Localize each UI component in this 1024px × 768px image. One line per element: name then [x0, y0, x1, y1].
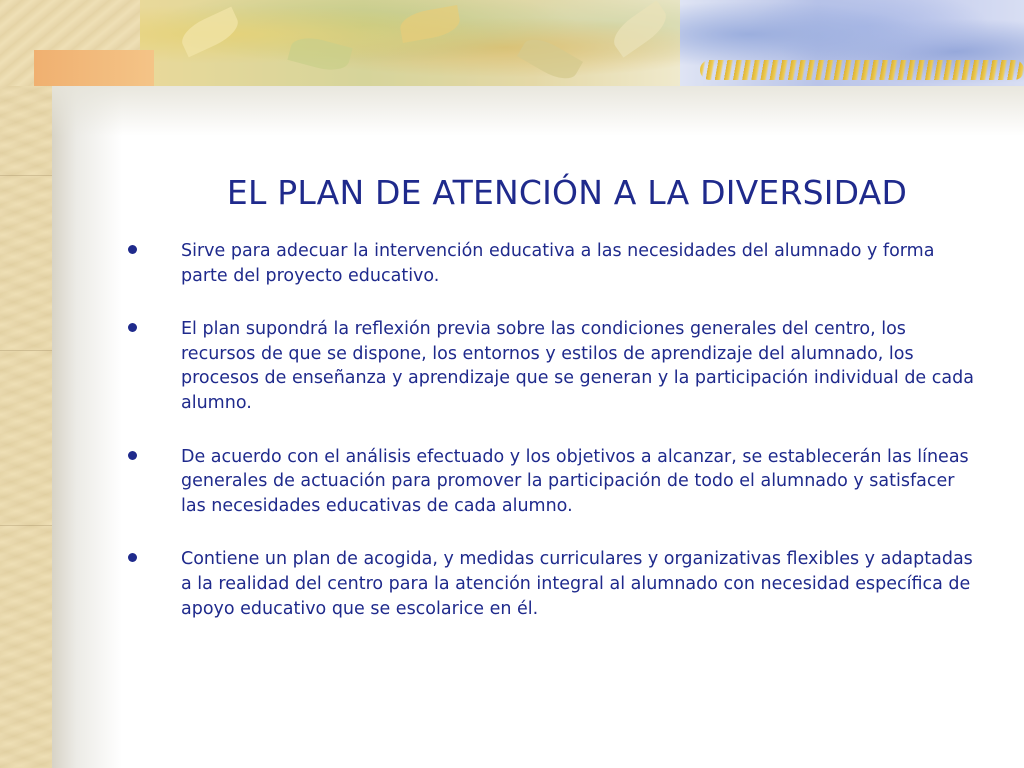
bullet-text: Sirve para adecuar la intervención educativa a las necesidades del alumnado y forma parte del proyecto educativo.	[181, 241, 935, 286]
bullet-dot-icon	[128, 451, 137, 460]
banner-fade	[52, 86, 1024, 136]
leaf-shape	[287, 33, 352, 76]
banner-orange-block	[34, 50, 154, 86]
bullet-text: Contiene un plan de acogida, y medidas curriculares y organizativas flexibles y adaptadas a la realidad del centro para la atención integral al alumnado con necesidad específica de apoyo educativo que se escolarice en él.	[181, 549, 973, 619]
banner-leaves-image	[140, 0, 700, 86]
bullet-text: El plan supondrá la reflexión previa sobre las condiciones generales del centro, los recursos de que se dispone, los entornos y estilos de aprendizaje del alumnado, los procesos de enseñanza y aprendizaje que se generan y la participación individual de cada alumno.	[181, 319, 974, 413]
bullet-list	[124, 239, 984, 650]
bullet-item	[124, 445, 984, 519]
left-parchment-band	[0, 0, 52, 768]
bullet-dot-icon	[128, 553, 137, 562]
slide-title: EL PLAN DE ATENCIÓN A LA DIVERSIDAD	[226, 173, 908, 212]
leaf-shape	[607, 0, 672, 57]
bullet-dot-icon	[128, 245, 137, 254]
band-seam	[0, 175, 52, 176]
banner-wheat	[700, 60, 1024, 80]
decorative-top-banner	[0, 0, 1024, 86]
bullet-item	[124, 547, 984, 621]
bullet-item	[124, 239, 984, 288]
band-seam	[0, 525, 52, 526]
bullet-text: De acuerdo con el análisis efectuado y los objetivos a alcanzar, se establecerán las líneas generales de actuación para promover la participación de todo el alumnado y satisfacer las necesidades educativas de cada alumno.	[181, 446, 969, 516]
bullet-dot-icon	[128, 323, 137, 332]
bullet-item	[124, 317, 984, 415]
leaf-shape	[517, 32, 583, 86]
band-seam	[0, 350, 52, 351]
leaf-shape	[177, 7, 243, 58]
leaf-shape	[398, 5, 462, 43]
